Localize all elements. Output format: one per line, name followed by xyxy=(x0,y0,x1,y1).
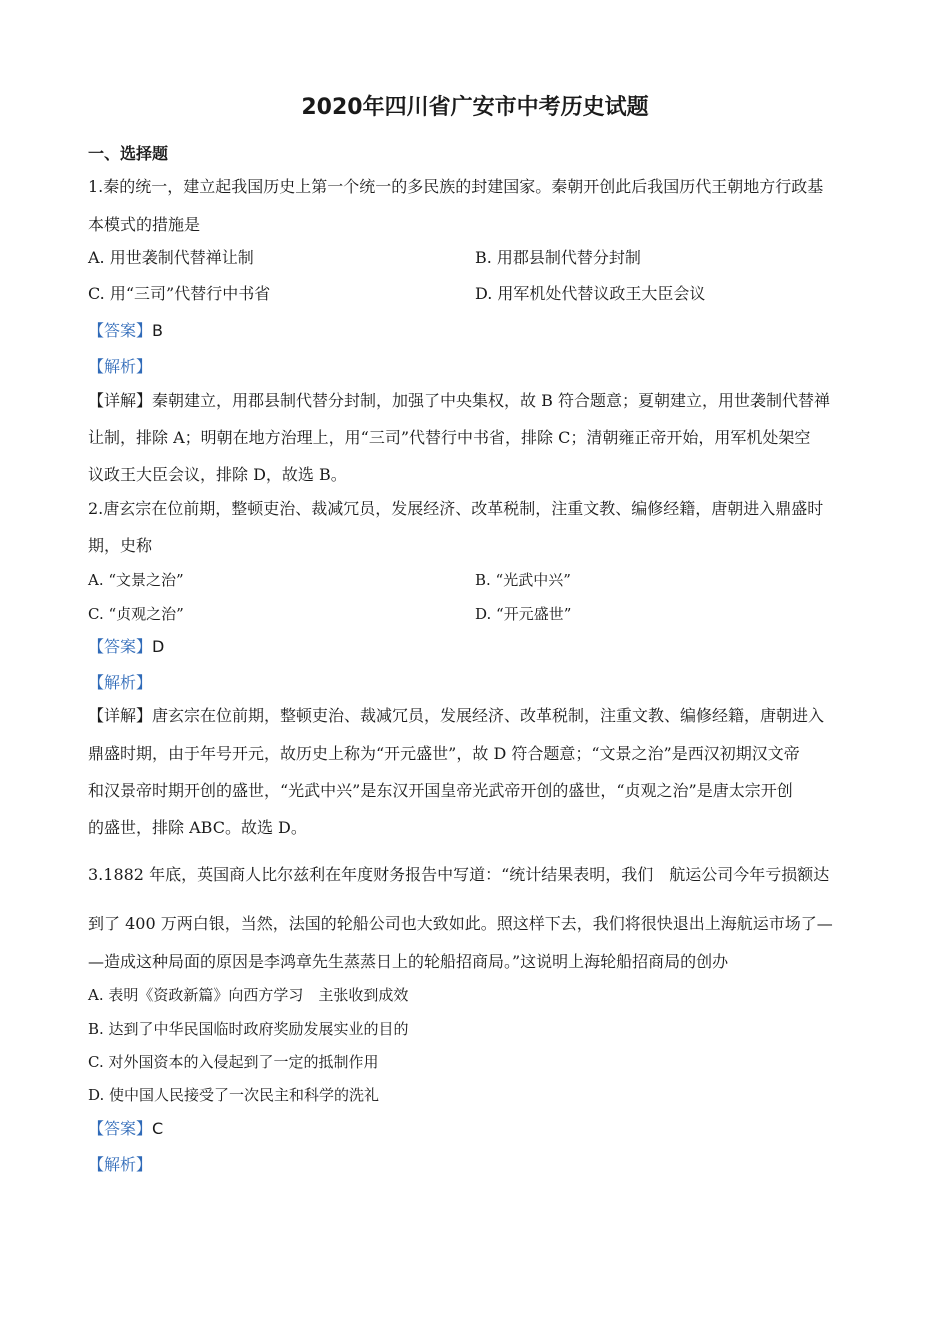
answer-value: C xyxy=(152,1119,164,1138)
q2-option-c: C. “贞观之治” xyxy=(88,605,184,623)
answer-value: D xyxy=(152,637,165,656)
q3-stem-line3: —造成这种局面的原因是李鸿章先生蒸蒸日上的轮船招商局。”这说明上海轮船招商局的创办 xyxy=(88,952,729,971)
q3-option-a: A. 表明《资政新篇》向西方学习 主张收到成效 xyxy=(88,986,409,1004)
q1-option-a: A. 用世袭制代替禅让制 xyxy=(88,248,254,267)
q2-option-d: D. “开元盛世” xyxy=(475,605,572,623)
q1-answer xyxy=(88,321,163,341)
q2-stem-line2: 期，史称 xyxy=(88,536,153,555)
q2-option-a: A. “文景之治” xyxy=(88,571,184,589)
q3-answer xyxy=(88,1119,163,1139)
q2-analysis-tag: 【解析】 xyxy=(88,673,153,692)
q2-stem-line1: 2.唐玄宗在位前期，整顿吏治、裁减冗员，发展经济、改革税制，注重文教、编修经籍，唐朝进入鼎盛时 xyxy=(88,499,824,518)
q2-detail-line3: 和汉景帝时期开创的盛世，“光武中兴”是东汉开国皇帝光武帝开创的盛世，“贞观之治”是唐太宗开创 xyxy=(88,781,793,800)
q2-detail-line4: 的盛世，排除 ABC。故选 D。 xyxy=(88,818,307,837)
q2-answer xyxy=(88,637,164,657)
q2-detail-line1 xyxy=(88,706,824,726)
detail-tag: 【详解】 xyxy=(88,391,153,410)
q1-stem-line2: 本模式的措施是 xyxy=(88,215,201,234)
q2-option-b: B. “光武中兴” xyxy=(475,571,571,589)
q1-option-d: D. 用军机处代替议政王大臣会议 xyxy=(475,284,706,303)
q3-stem-line2: 到了 400 万两白银，当然，法国的轮船公司也大致如此。照这样下去，我们将很快退出上海航运市场了— xyxy=(88,914,833,933)
q1-option-b: B. 用郡县制代替分封制 xyxy=(475,248,641,267)
q3-option-b: B. 达到了中华民国临时政府奖励发展实业的目的 xyxy=(88,1020,409,1038)
q3-option-d: D. 使中国人民接受了一次民主和科学的洗礼 xyxy=(88,1086,380,1104)
q2-detail-line2: 鼎盛时期，由于年号开元，故历史上称为“开元盛世”，故 D 符合题意；“文景之治”是西汉初期汉文帝 xyxy=(88,744,800,763)
q3-option-c: C. 对外国资本的入侵起到了一定的抵制作用 xyxy=(88,1053,379,1071)
detail-text: 秦朝建立，用郡县制代替分封制，加强了中央集权，故 B 符合题意；夏朝建立，用世袭制代替禅 xyxy=(152,391,830,410)
detail-text: 唐玄宗在位前期，整顿吏治、裁减冗员，发展经济、改革税制，注重文教、编修经籍，唐朝进入 xyxy=(152,706,825,725)
detail-tag: 【详解】 xyxy=(88,706,153,725)
section-heading: 一、选择题 xyxy=(88,144,169,163)
q3-stem-line1: 3.1882 年底，英国商人比尔兹利在年度财务报告中写道：“统计结果表明，我们 航运公司今年亏损额达 xyxy=(88,865,830,884)
q1-detail-line2: 让制，排除 A；明朝在地方治理上，用“三司”代替行中书省，排除 C；清朝雍正帝开始，用军机处架空 xyxy=(88,428,811,447)
q1-detail-line3: 议政王大臣会议，排除 D，故选 B。 xyxy=(88,465,347,484)
q1-option-c: C. 用“三司”代替行中书省 xyxy=(88,284,271,303)
q1-detail-line1 xyxy=(88,391,830,411)
answer-tag: 【答案】 xyxy=(88,321,153,340)
answer-value: B xyxy=(152,321,163,340)
q1-analysis-tag: 【解析】 xyxy=(88,357,153,376)
answer-tag: 【答案】 xyxy=(88,1119,153,1138)
page-title: 2020年四川省广安市中考历史试题 xyxy=(301,95,649,120)
answer-tag: 【答案】 xyxy=(88,637,153,656)
q3-analysis-tag: 【解析】 xyxy=(88,1155,153,1174)
q1-stem-line1: 1.秦的统一，建立起我国历史上第一个统一的多民族的封建国家。秦朝开创此后我国历代王朝地方行政基 xyxy=(88,177,824,196)
